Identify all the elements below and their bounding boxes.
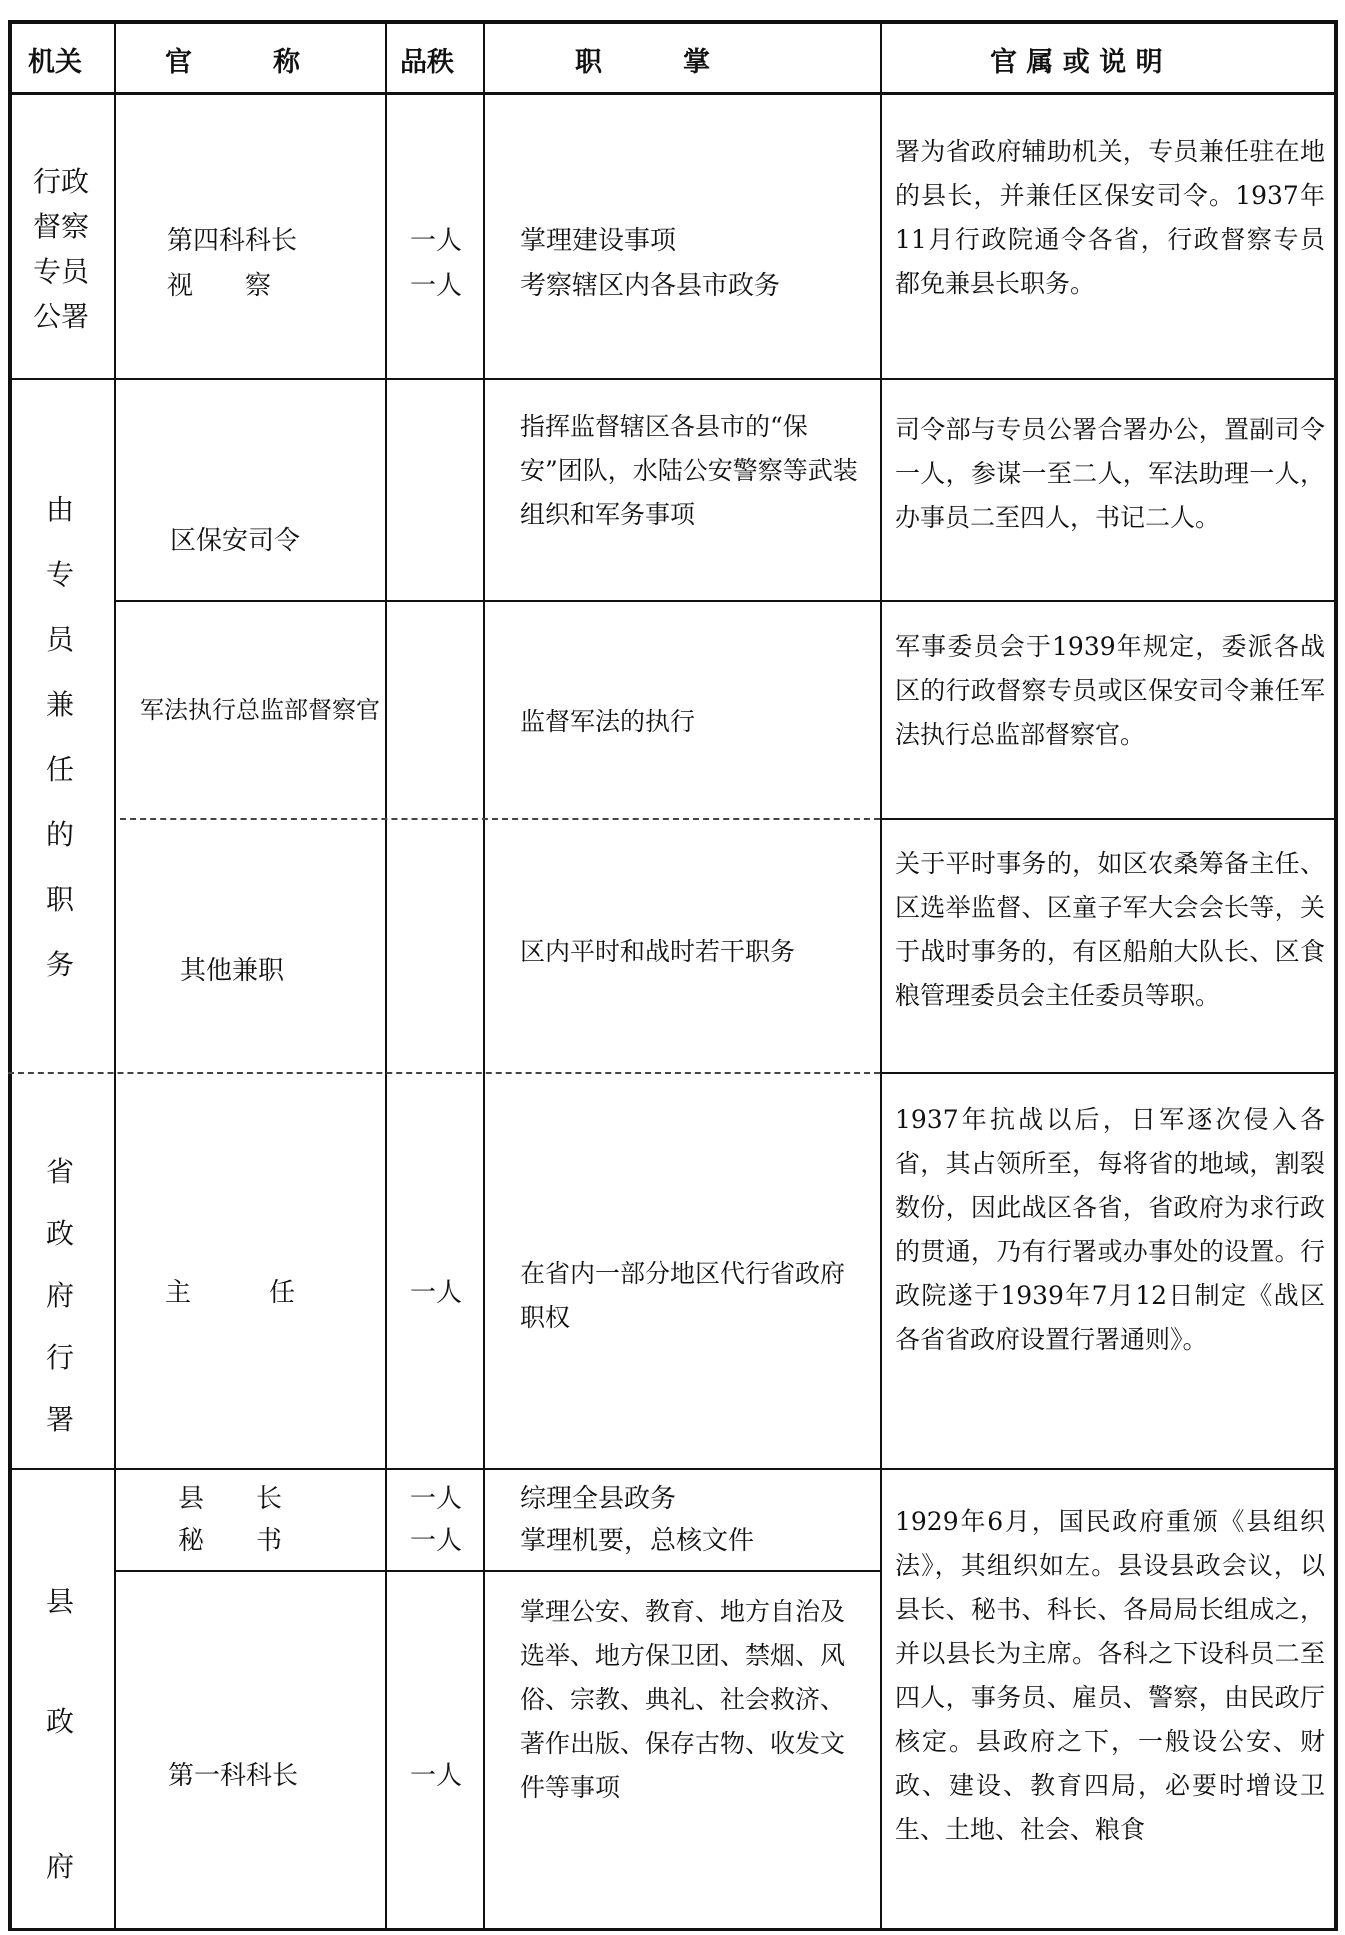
org-cell-3-line-2: 政	[46, 1217, 75, 1250]
col-divider-duty	[880, 20, 882, 1930]
rank-cell: 一人	[410, 1526, 463, 1556]
rank-cell: 一人	[410, 1484, 463, 1514]
note-cell: 1929年6月，国民政府重颁《县组织法》，其组织如左。县设县政会议，以县长、秘书、科长、各局局长组成之，并以县长为主席。各科之下设科员二至四人，事务员、雇员、警察，由民政厅核定。县政府之下，一般设公安、财政、建设、教育四局，必要时增设卫生、土地、社会、粮食	[895, 1507, 1325, 1844]
org-cell-2-line-6: 的	[46, 818, 75, 851]
org-cell-2-line-2: 专	[46, 558, 75, 591]
header-org: 机关	[28, 47, 82, 78]
header-rank: 品秩	[400, 47, 454, 78]
row-divider	[114, 600, 1336, 602]
rank-cell: 一人	[410, 1761, 463, 1791]
duty-cell: 掌理建设事项	[520, 226, 677, 256]
title-cell: 第四科科长	[167, 226, 298, 256]
group-divider	[8, 1468, 1338, 1470]
rank-cell: 一人	[410, 1278, 463, 1308]
duty-cell: 指挥监督辖区各县市的“保安”团队，水陆公安警察等武装组织和军务事项	[520, 412, 858, 529]
col-divider-title	[385, 20, 387, 1930]
org-cell-3-line-1: 省	[46, 1155, 75, 1188]
org-cell-3-line-4: 行	[46, 1341, 75, 1374]
duty-cell: 掌理公安、教育、地方自治及选举、地方保卫团、禁烟、风俗、宗教、典礼、社会救济、著作出版、保存古物、收发文件等事项	[520, 1597, 846, 1802]
title-cell: 第一科科长	[168, 1761, 299, 1791]
table-bottom-border	[8, 1928, 1338, 1931]
row-divider	[880, 818, 1336, 820]
title-cell: 军法执行总监部督察官	[140, 696, 380, 724]
col-divider-rank	[483, 20, 485, 1930]
group-divider-dashed	[8, 1072, 880, 1074]
header-bottom-border	[8, 92, 1338, 95]
org-cell-4-line-3: 府	[46, 1850, 75, 1883]
org-cell-1-line-1: 行政	[33, 165, 90, 198]
org-cell-3-line-3: 府	[46, 1279, 75, 1312]
table-top-border	[8, 20, 1338, 24]
table-right-border	[1334, 20, 1338, 1930]
duty-cell: 考察辖区内各县市政务	[520, 271, 781, 301]
org-cell-4-line-1: 县	[46, 1585, 75, 1618]
duty-cell: 综理全县政务	[520, 1484, 677, 1514]
title-cell: 主 任	[165, 1278, 296, 1308]
note-cell: 1937年抗战以后，日军逐次侵入各省，其占领所至，每将省的地域，割裂数份，因此战区各省，省政府为求行政的贯通，乃有行署或办事处的设置。行政院遂于1939年7月12日制定《战区各省省政府设置行署通则》。	[895, 1105, 1325, 1354]
duty-cell: 监督军法的执行	[520, 707, 696, 736]
org-cell-2-line-8: 务	[46, 948, 75, 981]
org-cell-1-line-4: 公署	[33, 300, 90, 333]
note-cell: 司令部与专员公署合署办公，置副司令一人，参谋一至二人，军法助理一人，办事员二至四人，书记二人。	[895, 415, 1325, 532]
org-cell-2-line-5: 任	[46, 753, 75, 786]
title-cell: 秘 书	[178, 1526, 283, 1556]
duty-cell: 在省内一部分地区代行省政府职权	[520, 1259, 846, 1332]
title-cell: 县 长	[178, 1484, 283, 1514]
duty-cell: 区内平时和战时若干职务	[520, 937, 796, 966]
duty-cell: 掌理机要，总核文件	[520, 1526, 755, 1556]
title-cell: 其他兼职	[180, 956, 285, 986]
group-divider	[8, 378, 1338, 380]
org-cell-3-line-5: 署	[46, 1403, 75, 1436]
org-cell-2-line-3: 员	[46, 623, 75, 656]
note-cell: 关于平时事务的，如区农桑筹备主任、区选举监督、区童子军大会会长等，关于战时事务的，有区船舶大队长、区食粮管理委员会主任委员等职。	[895, 849, 1325, 1010]
title-cell: 区保安司令	[170, 526, 301, 556]
col-divider-org	[114, 20, 116, 1930]
header-note: 官 属 或 说 明	[990, 47, 1163, 78]
rank-cell: 一人	[410, 226, 463, 256]
header-duty: 职 掌	[575, 47, 710, 78]
org-cell-1-line-3: 专员	[33, 255, 90, 288]
org-cell-1-line-2: 督察	[33, 210, 90, 243]
group-divider	[880, 1072, 1336, 1074]
org-cell-4-line-2: 政	[46, 1705, 75, 1738]
org-cell-2-line-4: 兼	[46, 688, 75, 721]
table-left-border	[8, 20, 12, 1930]
row-divider-dashed	[120, 818, 880, 820]
row-divider	[114, 1570, 880, 1572]
title-cell: 视 察	[167, 271, 272, 301]
org-cell-2-line-1: 由	[46, 493, 75, 526]
header-title: 官 称	[165, 47, 300, 78]
org-cell-2-line-7: 职	[46, 883, 75, 916]
rank-cell: 一人	[410, 271, 463, 301]
note-cell: 军事委员会于1939年规定，委派各战区的行政督察专员或区保安司令兼任军法执行总监部督察官。	[895, 632, 1325, 749]
note-cell: 署为省政府辅助机关，专员兼任驻在地的县长，并兼任区保安司令。1937年11月行政院通令各省，行政督察专员都免兼县长职务。	[895, 137, 1325, 298]
